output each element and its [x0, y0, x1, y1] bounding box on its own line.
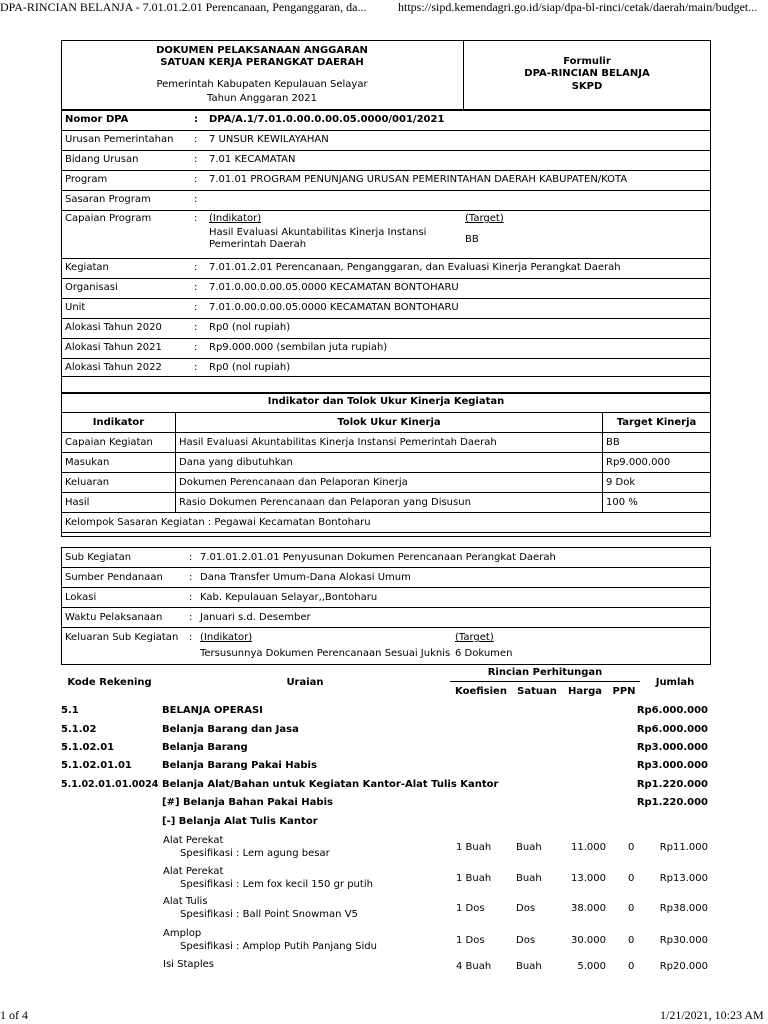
- nomor-dpa-value: DPA/A.1/7.01.0.00.0.00.05.0000/001/2021: [209, 114, 445, 125]
- item-name: Amplop: [163, 928, 202, 939]
- alokasi-2021-colon: :: [194, 342, 198, 353]
- indikator-col-header: Indikator: [92, 417, 145, 428]
- item-name: Isi Staples: [163, 959, 215, 970]
- item-name: Alat Perekat: [163, 835, 224, 846]
- alokasi-2021-value: Rp9.000.000 (sembilan juta rupiah): [209, 342, 388, 353]
- nomor-dpa-label: Nomor DPA: [65, 114, 129, 125]
- urusan-label: Urusan Pemerintahan: [65, 134, 174, 145]
- indikator-row-name: Masukan: [65, 457, 110, 468]
- kode-rekening: 5.1.02: [61, 724, 97, 735]
- sumber-pendanaan-colon: :: [189, 572, 193, 583]
- sumber-pendanaan-value: Dana Transfer Umum-Dana Alokasi Umum: [200, 572, 411, 583]
- urusan-value: 7 UNSUR KEWILAYAHAN: [209, 134, 329, 145]
- indikator-row-name: Capaian Kegiatan: [65, 437, 153, 448]
- indikator-row-target: BB: [606, 437, 620, 448]
- uraian: Belanja Barang: [162, 742, 248, 753]
- form-skpd: SKPD: [571, 81, 603, 92]
- item-jumlah: Rp11.000: [659, 842, 708, 853]
- kode-rekening: 5.1.02.01.01.0024: [61, 779, 159, 790]
- kegiatan-colon: :: [194, 262, 198, 273]
- indikator-row-target: 100 %: [606, 497, 638, 508]
- alokasi-2022-value: Rp0 (nol rupiah): [209, 362, 291, 373]
- jumlah-header: Jumlah: [655, 677, 695, 688]
- keluaran-target-header: (Target): [455, 632, 494, 643]
- doc-title-line2: SATUAN KERJA PERANGKAT DAERAH: [160, 57, 364, 68]
- item-ppn: 0: [628, 842, 635, 853]
- print-url: https://sipd.kemendagri.go.id/siap/dpa-bl-rinci/cetak/daerah/main/budget...: [398, 0, 758, 14]
- bidang-colon: :: [194, 154, 198, 165]
- item-harga: 11.000: [571, 842, 606, 853]
- item-ppn: 0: [628, 935, 635, 946]
- nomor-dpa-colon: :: [194, 114, 198, 125]
- program-colon: :: [194, 174, 198, 185]
- item-koefisien: 1 Buah: [456, 842, 492, 853]
- unit-label: Unit: [65, 302, 86, 313]
- item-satuan: Dos: [516, 903, 536, 914]
- alokasi-2020-value: Rp0 (nol rupiah): [209, 322, 291, 333]
- uraian: Belanja Barang Pakai Habis: [162, 760, 317, 771]
- waktu-colon: :: [189, 612, 193, 623]
- capaian-indikator-header: (Indikator): [209, 213, 262, 224]
- uraian-bahan-pakai-habis: [#] Belanja Bahan Pakai Habis: [162, 797, 333, 808]
- form-label: Formulir: [563, 56, 611, 67]
- fiscal-year: Tahun Anggaran 2021: [207, 93, 317, 104]
- item-name: Alat Perekat: [163, 866, 224, 877]
- alokasi-2022-label: Alokasi Tahun 2022: [65, 362, 162, 373]
- jumlah: Rp3.000.000: [636, 760, 708, 771]
- indikator-row-target: 9 Dok: [606, 477, 636, 488]
- item-ppn: 0: [628, 961, 635, 972]
- sumber-pendanaan-label: Sumber Pendanaan: [65, 572, 163, 583]
- item-harga: 13.000: [571, 873, 606, 884]
- capaian-indikator-line2: Pemerintah Daerah: [209, 239, 307, 250]
- jumlah: Rp1.220.000: [636, 779, 708, 790]
- print-page-title: DPA-RINCIAN BELANJA - 7.01.01.2.01 Perencanaan, Penganggaran, da...: [0, 0, 367, 14]
- keluaran-target-value: 6 Dokumen: [455, 648, 513, 659]
- item-satuan: Buah: [516, 873, 542, 884]
- organisasi-label: Organisasi: [65, 282, 118, 293]
- bidang-value: 7.01 KECAMATAN: [209, 154, 296, 165]
- jumlah: Rp1.220.000: [636, 797, 708, 808]
- kelompok-sasaran: Kelompok Sasaran Kegiatan : Pegawai Kecamatan Bontoharu: [65, 517, 371, 528]
- kode-rekening: 5.1.02.01: [61, 742, 115, 753]
- item-name: Alat Tulis: [163, 896, 208, 907]
- indikator-row-name: Keluaran: [65, 477, 110, 488]
- item-spec: Spesifikasi : Lem agung besar: [180, 848, 330, 859]
- capaian-indikator-line1: Hasil Evaluasi Akuntabilitas Kinerja Instansi: [209, 227, 427, 238]
- item-jumlah: Rp20.000: [659, 961, 708, 972]
- indikator-row-name: Hasil: [65, 497, 90, 508]
- jumlah: Rp6.000.000: [636, 724, 708, 735]
- lokasi-label: Lokasi: [65, 592, 97, 603]
- kode-rekening-header: Kode Rekening: [67, 677, 152, 688]
- uraian: Belanja Barang dan Jasa: [162, 724, 299, 735]
- uraian: Belanja Alat/Bahan untuk Kegiatan Kantor-Alat Tulis Kantor: [162, 779, 499, 790]
- lokasi-value: Kab. Kepulauan Selayar,,Bontoharu: [200, 592, 378, 603]
- alokasi-2020-colon: :: [194, 322, 198, 333]
- item-satuan: Dos: [516, 935, 536, 946]
- sasaran-label: Sasaran Program: [65, 194, 151, 205]
- capaian-colon: :: [194, 213, 198, 224]
- government-name: Pemerintah Kabupaten Kepulauan Selayar: [156, 79, 368, 90]
- print-page-number: 1 of 4: [0, 1008, 28, 1022]
- item-ppn: 0: [628, 903, 635, 914]
- item-harga: 30.000: [571, 935, 606, 946]
- unit-colon: :: [194, 302, 198, 313]
- indikator-title: Indikator dan Tolok Ukur Kinerja Kegiatan: [267, 396, 505, 407]
- koefisien-header: Koefisien: [455, 686, 507, 697]
- uraian-alat-tulis-kantor: [-] Belanja Alat Tulis Kantor: [162, 816, 318, 827]
- item-satuan: Buah: [516, 842, 542, 853]
- target-kinerja-col-header: Target Kinerja: [616, 417, 697, 428]
- satuan-header: Satuan: [517, 686, 557, 697]
- item-harga: 38.000: [571, 903, 606, 914]
- item-jumlah: Rp30.000: [659, 935, 708, 946]
- capaian-target-header: (Target): [465, 213, 504, 224]
- kegiatan-label: Kegiatan: [65, 262, 109, 273]
- sub-kegiatan-label: Sub Kegiatan: [65, 552, 132, 563]
- keluaran-indikator-value: Tersusunnya Dokumen Perencanaan Sesuai Juknis: [200, 648, 451, 659]
- item-koefisien: 1 Dos: [456, 935, 485, 946]
- alokasi-2022-colon: :: [194, 362, 198, 373]
- indikator-row-tolok: Dokumen Perencanaan dan Pelaporan Kinerja: [179, 477, 408, 488]
- keluaran-indikator-header: (Indikator): [200, 632, 253, 643]
- item-spec: Spesifikasi : Lem fox kecil 150 gr putih: [180, 879, 373, 890]
- rincian-perhitungan-header: Rincian Perhitungan: [487, 667, 603, 678]
- item-koefisien: 1 Buah: [456, 873, 492, 884]
- doc-title-line1: DOKUMEN PELAKSANAAN ANGGARAN: [156, 45, 368, 56]
- unit-value: 7.01.0.00.0.00.05.0000 KECAMATAN BONTOHARU: [209, 302, 459, 313]
- ppn-header: PPN: [612, 686, 636, 697]
- sub-kegiatan-value: 7.01.01.2.01.01 Penyusunan Dokumen Perencanaan Perangkat Daerah: [200, 552, 556, 563]
- keluaran-sub-label: Keluaran Sub Kegiatan: [65, 632, 179, 643]
- item-harga: 5.000: [577, 961, 606, 972]
- keluaran-sub-colon: :: [189, 632, 193, 643]
- indikator-row-tolok: Hasil Evaluasi Akuntabilitas Kinerja Instansi Pemerintah Daerah: [179, 437, 497, 448]
- item-jumlah: Rp38.000: [659, 903, 708, 914]
- program-label: Program: [65, 174, 108, 185]
- kode-rekening: 5.1.02.01.01: [61, 760, 132, 771]
- print-datetime: 1/21/2021, 10:23 AM: [660, 1008, 764, 1022]
- item-satuan: Buah: [516, 961, 542, 972]
- sasaran-colon: :: [194, 194, 198, 205]
- item-spec: Spesifikasi : Ball Point Snowman V5: [180, 909, 358, 920]
- item-spec: Spesifikasi : Amplop Putih Panjang Sidu: [180, 941, 377, 952]
- urusan-colon: :: [194, 134, 198, 145]
- kegiatan-value: 7.01.01.2.01 Perencanaan, Penganggaran, dan Evaluasi Kinerja Perangkat Daerah: [209, 262, 621, 273]
- waktu-value: Januari s.d. Desember: [200, 612, 311, 623]
- indikator-row-target: Rp9.000.000: [606, 457, 671, 468]
- capaian-label: Capaian Program: [65, 213, 152, 224]
- tolok-ukur-col-header: Tolok Ukur Kinerja: [337, 417, 441, 428]
- kode-rekening: 5.1: [61, 705, 79, 716]
- organisasi-colon: :: [194, 282, 198, 293]
- indikator-row-tolok: Rasio Dokumen Perencanaan dan Pelaporan yang Disusun: [179, 497, 471, 508]
- jumlah: Rp6.000.000: [636, 705, 708, 716]
- harga-header: Harga: [568, 686, 602, 697]
- jumlah: Rp3.000.000: [636, 742, 708, 753]
- uraian: BELANJA OPERASI: [162, 705, 263, 716]
- form-name: DPA-RINCIAN BELANJA: [524, 68, 650, 79]
- item-ppn: 0: [628, 873, 635, 884]
- program-value: 7.01.01 PROGRAM PENUNJANG URUSAN PEMERINTAHAN DAERAH KABUPATEN/KOTA: [209, 174, 628, 185]
- item-koefisien: 1 Dos: [456, 903, 485, 914]
- lokasi-colon: :: [189, 592, 193, 603]
- organisasi-value: 7.01.0.00.0.00.05.0000 KECAMATAN BONTOHARU: [209, 282, 459, 293]
- bidang-label: Bidang Urusan: [65, 154, 139, 165]
- indikator-row-tolok: Dana yang dibutuhkan: [179, 457, 293, 468]
- item-jumlah: Rp13.000: [659, 873, 708, 884]
- uraian-header: Uraian: [286, 677, 324, 688]
- alokasi-2020-label: Alokasi Tahun 2020: [65, 322, 162, 333]
- waktu-label: Waktu Pelaksanaan: [65, 612, 163, 623]
- alokasi-2021-label: Alokasi Tahun 2021: [65, 342, 162, 353]
- item-koefisien: 4 Buah: [456, 961, 492, 972]
- sub-kegiatan-colon: :: [189, 552, 193, 563]
- capaian-target-value: BB: [465, 234, 479, 245]
